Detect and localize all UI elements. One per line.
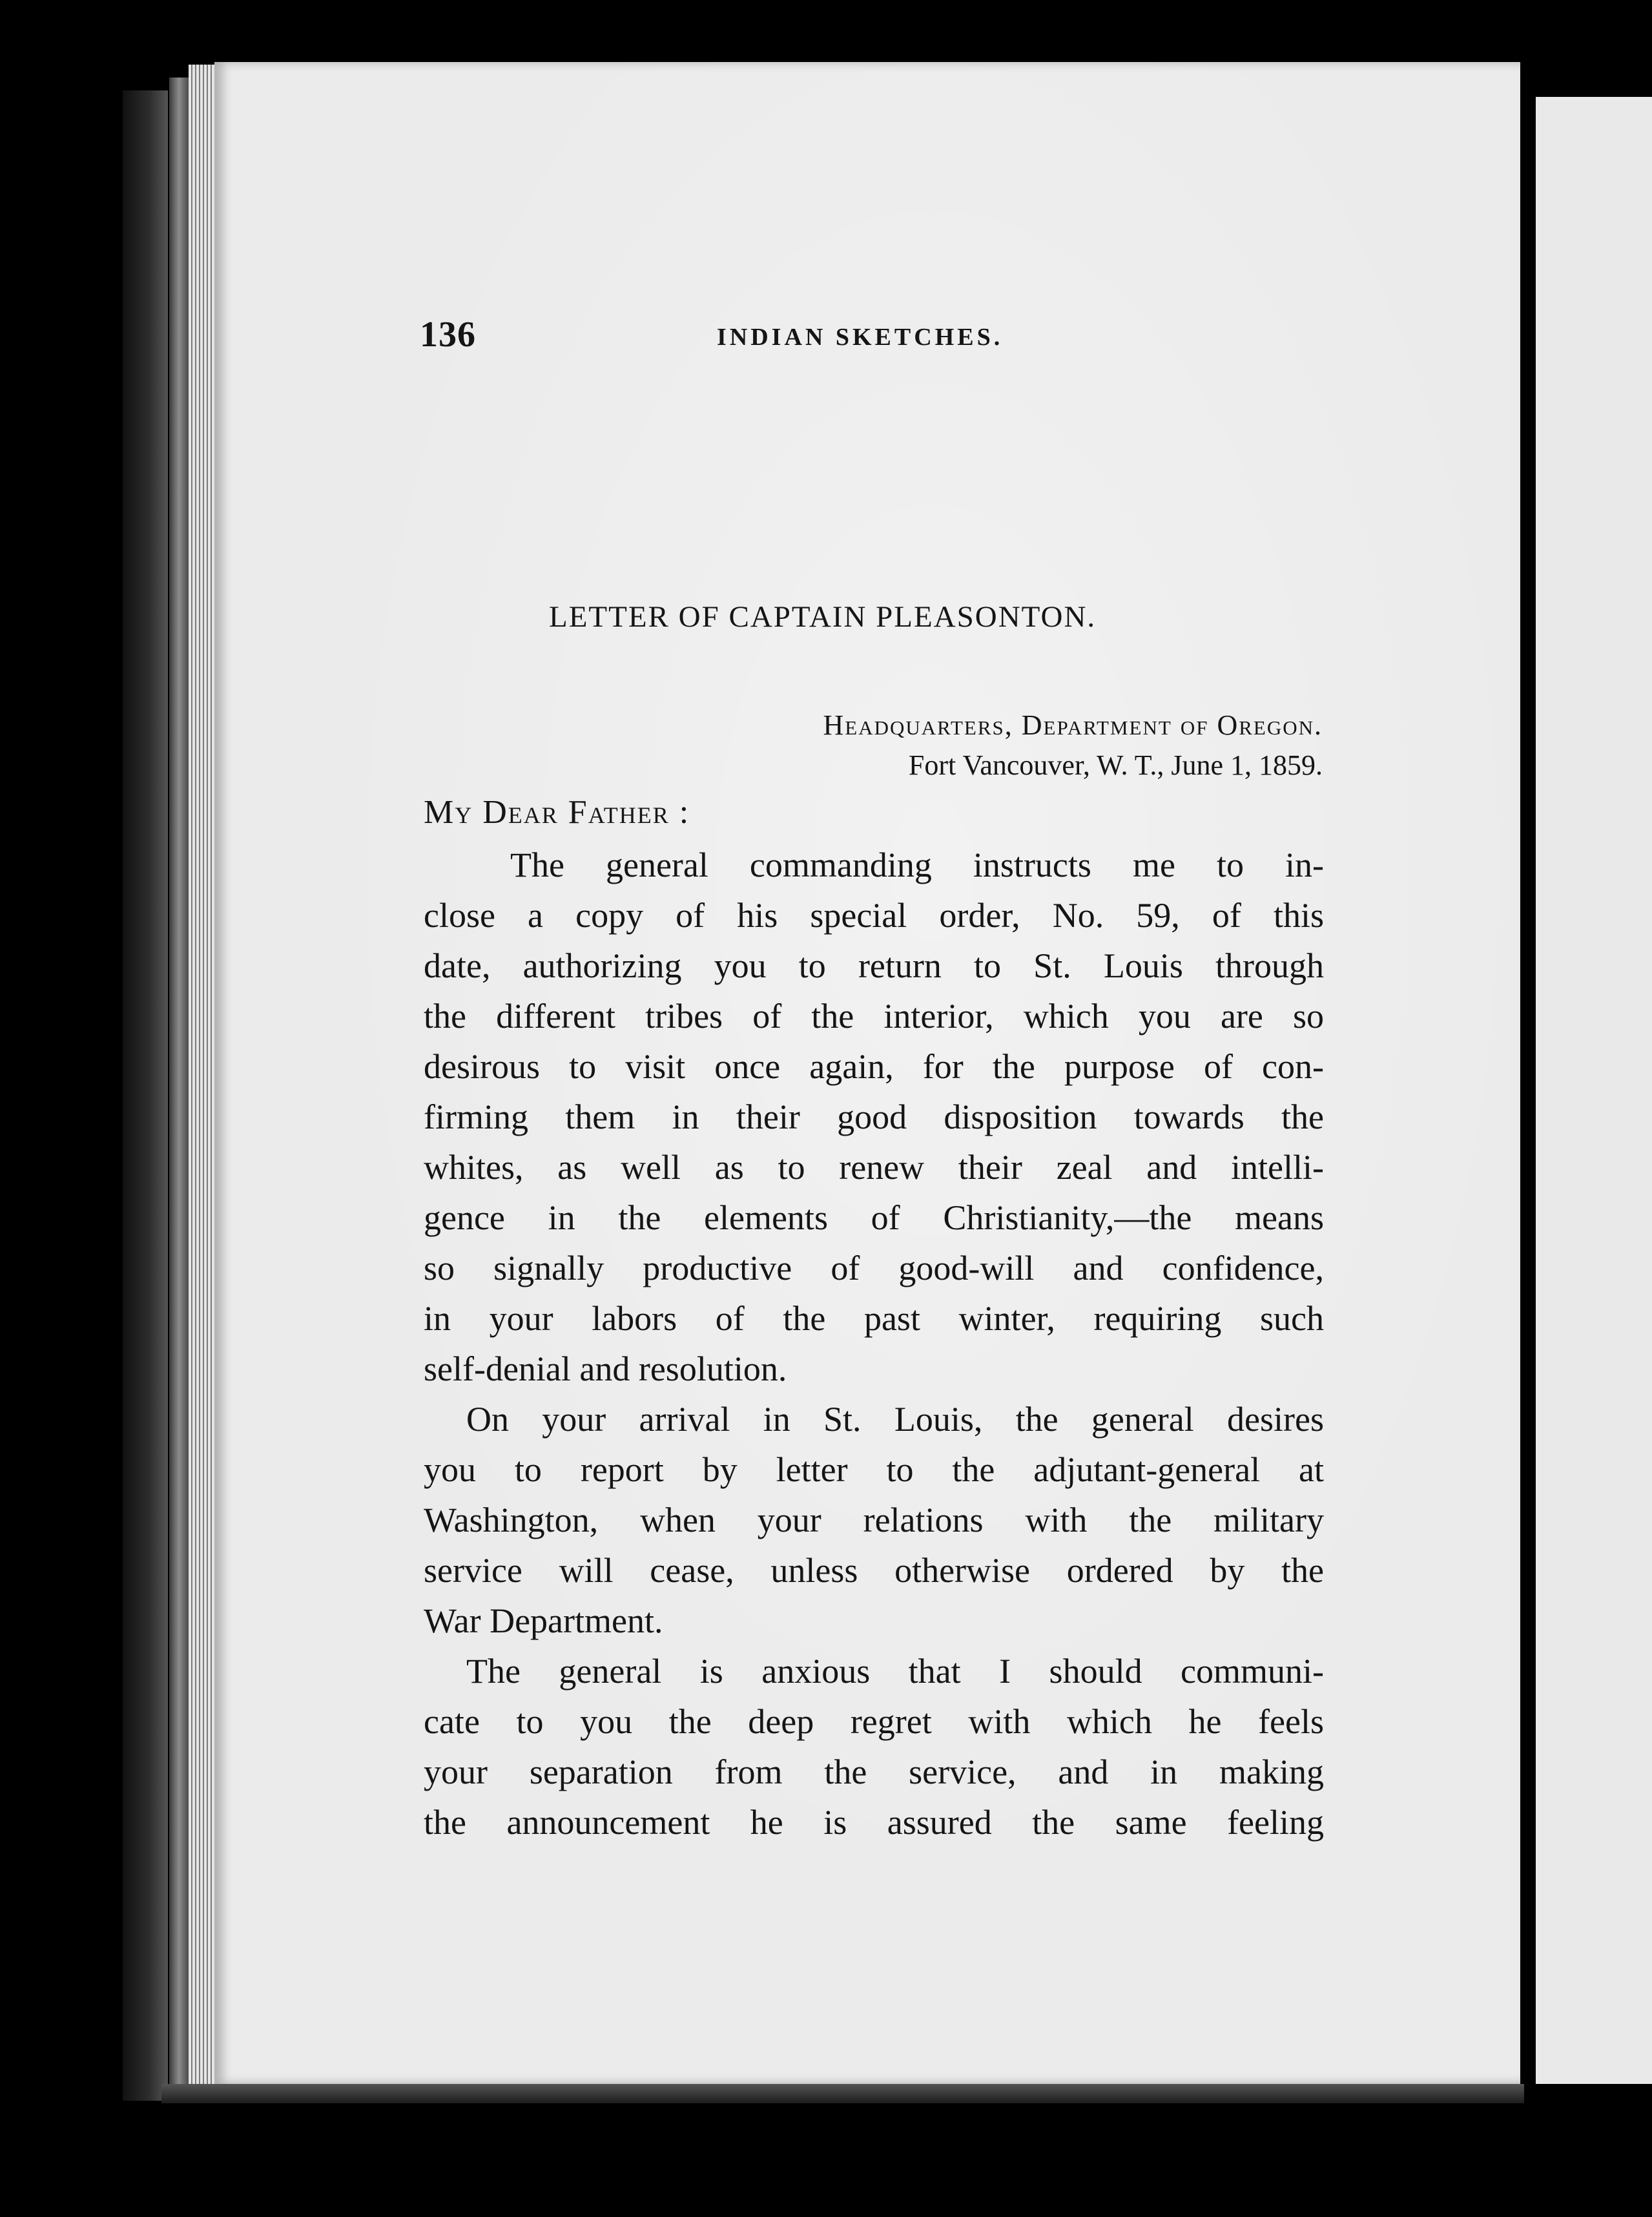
stacked-leaves: [189, 65, 214, 2088]
book-spine-shadow: [123, 90, 168, 2101]
running-title: INDIAN SKETCHES.: [717, 324, 1004, 351]
text-line: The general commanding instructs me to in-: [510, 846, 1324, 884]
text-line: desirous to visit once again, for the purpose of con-: [424, 1047, 1324, 1086]
text-line: the different tribes of the interior, which you are so: [424, 997, 1324, 1036]
text-line: date, authorizing you to return to St. Louis through: [424, 946, 1324, 985]
dateline-place-date: Fort Vancouver, W. T., June 1, 1859.: [908, 749, 1323, 781]
text-line: firming them in their good disposition towards the: [424, 1098, 1324, 1136]
text-line: Washington, when your relations with the military: [424, 1501, 1324, 1539]
text-line: so signally productive of good-will and confidence,: [424, 1249, 1324, 1287]
text-line: cate to you the deep regret with which he feels: [424, 1702, 1324, 1741]
gutter-shadow: [1520, 97, 1536, 2084]
text-line: close a copy of his special order, No. 59, of this: [424, 896, 1324, 935]
paragraph: [424, 1394, 1324, 1646]
text-line: War Department.: [424, 1601, 663, 1640]
page-edge: [169, 78, 189, 2094]
text-line: The general is anxious that I should communi-: [466, 1652, 1324, 1691]
text-line: the announcement he is assured the same feeling: [424, 1803, 1324, 1842]
running-head: [420, 314, 1324, 359]
text-line: self-denial and resolution.: [424, 1349, 787, 1388]
dateline-headquarters: Headquarters, Department of Oregon.: [823, 709, 1323, 741]
text-line: you to report by letter to the adjutant-general at: [424, 1450, 1324, 1489]
text-line: service will cease, unless otherwise ordered by the: [424, 1551, 1324, 1590]
text-line: On your arrival in St. Louis, the general desires: [466, 1400, 1324, 1439]
dateline: [823, 705, 1323, 786]
letter-body: [424, 840, 1324, 1847]
letter-title: LETTER OF CAPTAIN PLEASONTON.: [549, 600, 1097, 634]
paragraph: [424, 1646, 1324, 1847]
text-line: whites, as well as to renew their zeal and intelli-: [424, 1148, 1324, 1187]
page-number: 136: [420, 315, 476, 355]
salutation: My Dear Father :: [424, 794, 690, 831]
bottom-page-edge: [161, 2084, 1524, 2103]
facing-page-edge: [1536, 97, 1652, 2084]
text-line: in your labors of the past winter, requiring such: [424, 1299, 1324, 1338]
paragraph: [424, 840, 1324, 1394]
text-line: gence in the elements of Christianity,—the means: [424, 1198, 1324, 1237]
text-line: your separation from the service, and in making: [424, 1753, 1324, 1791]
